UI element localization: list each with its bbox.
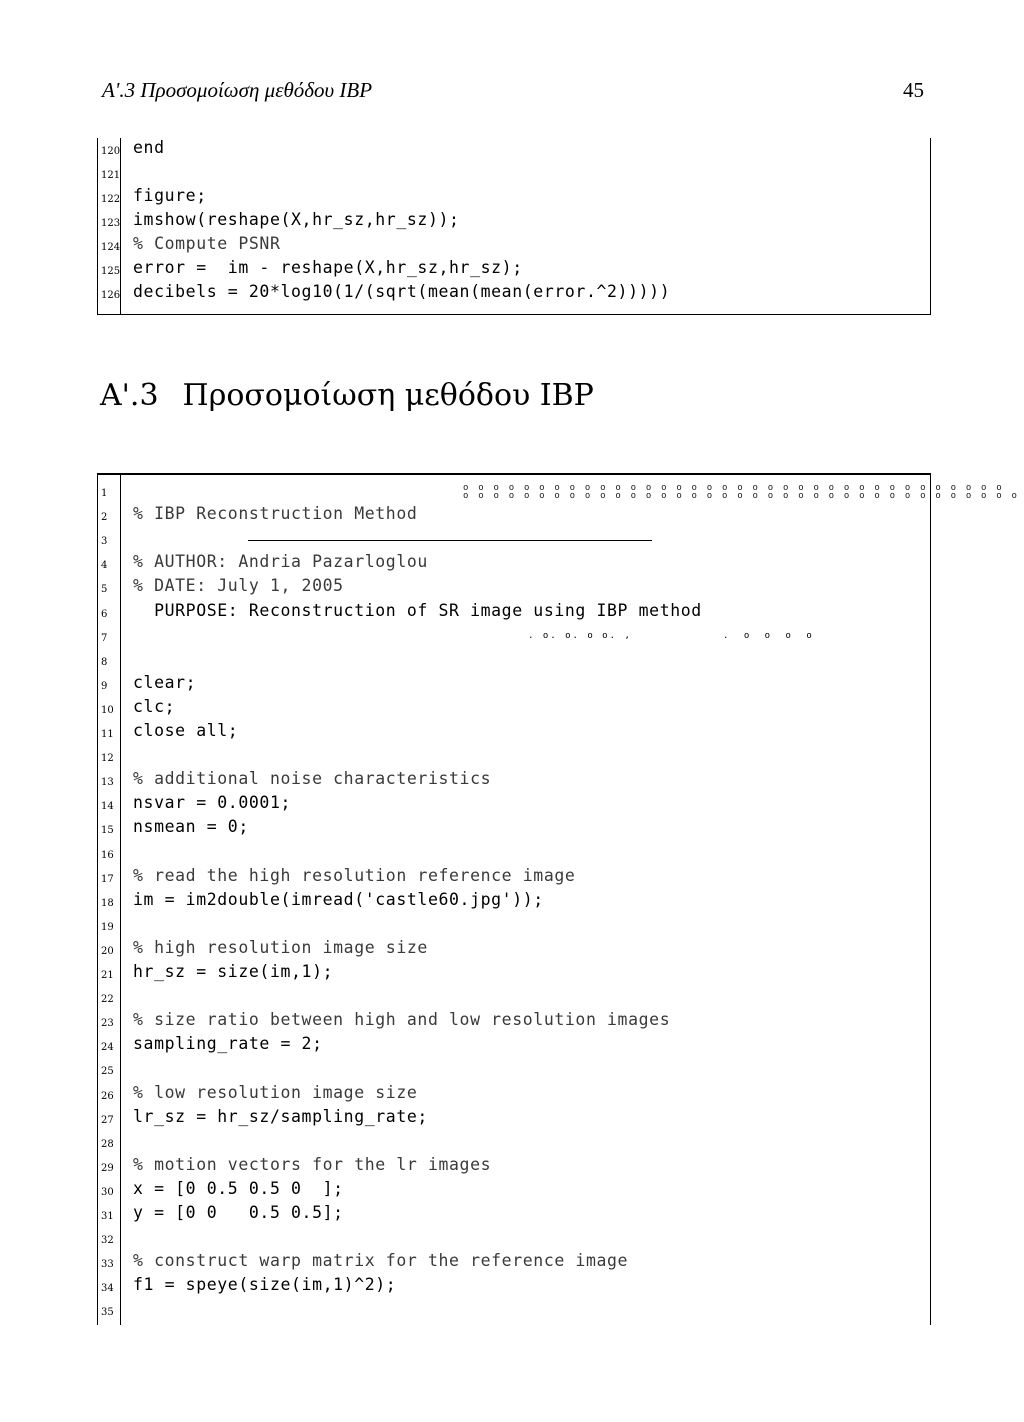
code-text: lr_sz = hr_sz/sampling_rate; <box>133 1106 428 1126</box>
code-text: % Compute PSNR <box>133 234 281 253</box>
code-text: % motion vectors for the lr images <box>133 1154 492 1174</box>
dotted-comment-rule: o o o o o o o o o o o o o o o o o o o o o o o o o o o o o o o o o o o o o o o o o o o o o o o o o o o o o o o o o o o o o o o o o o o o o o o o o <box>463 483 1020 501</box>
line-number: 25 <box>101 1066 114 1078</box>
line-number: 31 <box>101 1211 114 1222</box>
code-line <box>98 162 928 186</box>
code-text: sampling_rate = 2; <box>133 1034 323 1054</box>
code-text: nsmean = 0; <box>133 817 249 837</box>
code-line <box>98 890 928 914</box>
line-number: 1 <box>101 488 108 499</box>
code-text: % low resolution image size <box>133 1082 418 1102</box>
line-number: 17 <box>101 873 114 885</box>
line-number: 34 <box>101 1283 114 1295</box>
code-text: close all; <box>133 721 239 740</box>
line-number: 21 <box>101 970 114 981</box>
line-number: 15 <box>101 825 114 837</box>
code-text: % additional noise characteristics <box>133 769 492 789</box>
line-number: 20 <box>101 945 114 957</box>
code-text: imshow(reshape(X,hr_sz,hr_sz)); <box>133 210 460 229</box>
code-line <box>98 1107 928 1131</box>
line-number: 7 <box>101 632 108 644</box>
code-line <box>98 793 928 817</box>
code-line <box>98 1179 928 1203</box>
code-text: clear; <box>133 672 197 692</box>
line-number: 29 <box>101 1162 114 1174</box>
code-line <box>98 1251 928 1275</box>
line-number: 10 <box>101 704 114 716</box>
code-line <box>98 186 928 210</box>
code-line <box>98 480 1020 504</box>
code-text: PURPOSE: Reconstruction of SR image using IBP method <box>133 600 702 620</box>
line-number: 19 <box>101 921 114 933</box>
code-line <box>98 1155 928 1179</box>
line-number: 121 <box>101 170 121 181</box>
code-line <box>98 210 928 234</box>
comment-rule <box>248 540 652 541</box>
line-number: 24 <box>101 1042 114 1054</box>
code-line <box>98 601 928 625</box>
line-number: 8 <box>101 656 108 668</box>
code-line <box>98 1299 928 1323</box>
code-text: im = im2double(imread('castle60.jpg')); <box>133 889 544 909</box>
page-number: 45 <box>903 78 924 102</box>
code-text: % IBP Reconstruction Method <box>133 504 418 524</box>
code-line <box>98 1131 928 1155</box>
code-text: figure; <box>133 186 207 205</box>
line-number: 23 <box>101 1018 114 1030</box>
running-head <box>102 78 924 110</box>
line-number: 32 <box>101 1235 114 1247</box>
section-number: Α'.3 <box>100 378 159 413</box>
code-line <box>98 528 928 552</box>
code-line <box>98 504 928 528</box>
code-line <box>98 938 928 962</box>
code-text: % DATE: July 1, 2005 <box>133 576 344 596</box>
code-line <box>98 769 928 793</box>
line-number: 16 <box>101 849 114 861</box>
line-number: 6 <box>101 608 108 620</box>
code-line <box>98 649 928 673</box>
code-line <box>98 1083 928 1107</box>
code-line <box>98 552 928 576</box>
code-listing-main <box>97 473 1020 1325</box>
line-number: 3 <box>101 536 108 548</box>
code-line <box>98 1275 928 1299</box>
code-text: nsvar = 0.0001; <box>133 793 292 813</box>
code-text: hr_sz = size(im,1); <box>133 962 334 981</box>
line-number: 125 <box>101 266 121 277</box>
line-number: 18 <box>101 897 114 909</box>
line-number: 12 <box>101 753 114 765</box>
code-text: % construct warp matrix for the reference image <box>133 1251 629 1271</box>
line-number: 22 <box>101 994 114 1006</box>
code-text: % size ratio between high and low resolution images <box>133 1010 671 1030</box>
code-text: clc; <box>133 696 176 716</box>
line-number: 120 <box>101 146 121 157</box>
code-line <box>98 138 928 162</box>
code-listing-top <box>97 138 931 315</box>
code-line <box>98 234 928 258</box>
line-number: 26 <box>101 1090 114 1102</box>
section-heading <box>100 378 594 413</box>
line-number: 33 <box>101 1259 114 1271</box>
line-number: 2 <box>101 512 108 524</box>
code-line <box>98 842 928 866</box>
code-line <box>98 258 928 282</box>
line-number: 27 <box>101 1114 114 1126</box>
line-number: 123 <box>101 218 121 229</box>
line-number: 5 <box>101 584 108 596</box>
code-line <box>98 914 928 938</box>
code-line <box>98 625 928 649</box>
line-number: 4 <box>101 560 108 572</box>
line-number: 126 <box>101 290 121 301</box>
code-line <box>98 697 928 721</box>
code-line <box>98 1203 928 1227</box>
section-title: Προσομοίωση μεθόδου IBP <box>182 378 594 413</box>
code-line <box>98 1010 928 1034</box>
code-text: x = [0 0.5 0.5 0 ]; <box>133 1178 344 1198</box>
code-line <box>98 1227 928 1251</box>
code-line <box>98 576 928 600</box>
code-line <box>98 866 928 890</box>
code-line <box>98 721 928 745</box>
line-number: 13 <box>101 777 114 789</box>
code-text: y = [0 0 0.5 0.5]; <box>133 1203 344 1222</box>
code-text: error = im - reshape(X,hr_sz,hr_sz); <box>133 258 523 277</box>
code-text: decibels = 20*log10(1/(sqrt(mean(mean(error.^2))))) <box>133 282 671 301</box>
line-number: 14 <box>101 801 114 813</box>
code-text: end <box>133 138 165 157</box>
code-text: f1 = speye(size(im,1)^2); <box>133 1275 397 1295</box>
dotted-comment-rule: . o. o. o o. , <box>528 630 632 641</box>
code-line <box>98 817 928 841</box>
code-line <box>98 673 928 697</box>
code-line <box>98 282 928 306</box>
running-head-title: Α'.3 Προσομοίωση μεθόδου IBP <box>102 78 373 102</box>
code-line <box>98 1058 928 1082</box>
code-text: % high resolution image size <box>133 937 428 957</box>
line-number: 9 <box>101 680 108 692</box>
code-text: % AUTHOR: Andria Pazarloglou <box>133 552 428 572</box>
code-line <box>98 1034 928 1058</box>
line-number: 30 <box>101 1186 114 1198</box>
code-line <box>98 962 928 986</box>
line-number: 122 <box>101 194 121 205</box>
code-line <box>98 745 928 769</box>
dotted-comment-rule: . o o o o <box>723 630 817 641</box>
code-text: % read the high resolution reference image <box>133 865 576 885</box>
line-number: 28 <box>101 1138 114 1150</box>
line-number: 35 <box>101 1307 114 1319</box>
line-number: 11 <box>101 729 114 740</box>
line-number: 124 <box>101 242 121 253</box>
code-line <box>98 986 928 1010</box>
